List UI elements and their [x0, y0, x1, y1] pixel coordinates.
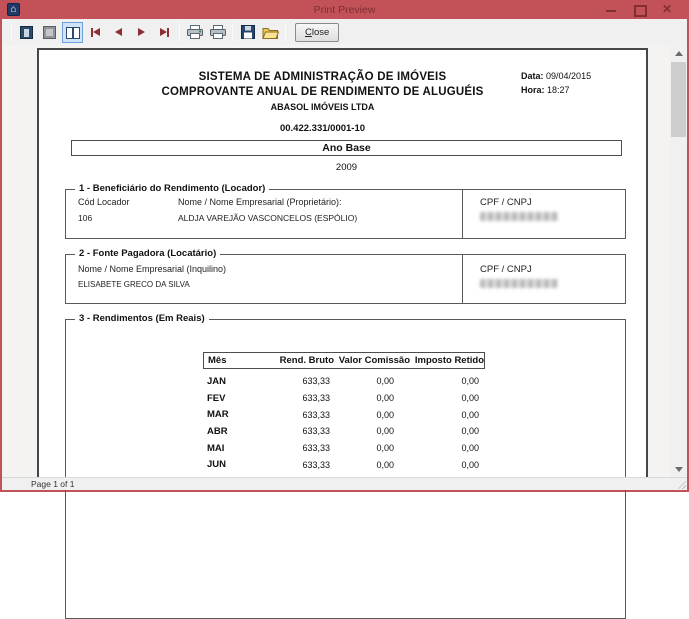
month-cell: MAR [207, 409, 229, 421]
col-header-valor-comissao: Valor Comissão [338, 355, 410, 366]
minimize-button[interactable] [605, 4, 617, 15]
save-button[interactable] [237, 22, 258, 43]
vertical-scrollbar[interactable] [670, 45, 687, 477]
value-cell: 633,33 [302, 443, 330, 454]
value-cell: 633,33 [302, 459, 330, 470]
toolbar [2, 19, 687, 45]
previous-page-button[interactable] [108, 22, 129, 43]
scrollbar-thumb[interactable] [671, 62, 686, 137]
cpf-cnpj-redacted-value-1 [480, 212, 558, 221]
toolbar-separator [11, 23, 12, 41]
section-beneficiario [65, 183, 626, 239]
value-cell: 0,00 [461, 443, 479, 454]
house-icon: ⌂ [7, 3, 20, 16]
month-cell: JUN [207, 459, 227, 471]
value-cell: 0,00 [376, 426, 394, 437]
value-cell: 0,00 [461, 393, 479, 404]
zoom-page-width-button[interactable] [62, 22, 83, 43]
open-button[interactable] [260, 22, 281, 43]
window-close-button[interactable]: ✕ [661, 2, 673, 16]
folder-icon [262, 26, 279, 39]
first-page-button[interactable] [85, 22, 106, 43]
time-value: 18:27 [547, 85, 570, 95]
section1-divider [462, 190, 463, 238]
value-cell: 0,00 [376, 376, 394, 387]
next-page-icon [138, 28, 145, 36]
last-page-icon [160, 28, 169, 37]
zoom-page-width-icon [66, 26, 79, 39]
cpf-cnpj-label-2: CPF / CNPJ [480, 264, 532, 275]
report-time [521, 85, 570, 95]
toolbar-separator [232, 23, 233, 41]
scroll-down-button[interactable] [670, 461, 687, 477]
section-fonte-pagadora [65, 248, 626, 304]
table-row [203, 390, 485, 407]
date-label: Data: [521, 71, 544, 81]
section1-title: 1 - Beneficiário do Rendimento (Locador) [75, 183, 269, 194]
nome-proprietario-value: ALDJA VAREJÃO VASCONCELOS (ESPÓLIO) [178, 213, 358, 223]
cpf-cnpj-redacted-value-2 [480, 279, 558, 288]
section2-divider [462, 255, 463, 303]
month-cell: ABR [207, 425, 228, 437]
printer-icon [210, 25, 226, 39]
section3-title: 3 - Rendimentos (Em Reais) [75, 313, 209, 324]
cod-locador-label: Cód Locador [78, 197, 130, 207]
value-cell: 0,00 [461, 459, 479, 470]
month-cell: FEV [207, 392, 226, 404]
time-label: Hora: [521, 85, 545, 95]
resize-grip[interactable] [676, 479, 686, 489]
ano-base-box: Ano Base [71, 140, 622, 156]
preview-area [2, 45, 687, 477]
value-cell: 0,00 [376, 393, 394, 404]
company-cnpj: 00.422.331/0001-10 [279, 123, 366, 134]
zoom-100-button[interactable] [39, 22, 60, 43]
table-header-row [203, 352, 485, 369]
toolbar-separator [285, 23, 286, 41]
value-cell: 0,00 [376, 409, 394, 420]
value-cell: 633,33 [302, 426, 330, 437]
value-cell: 0,00 [461, 409, 479, 420]
value-cell: 633,33 [302, 393, 330, 404]
nome-inquilino-value: ELISABETE GRECO DA SILVA [78, 280, 190, 289]
value-cell: 0,00 [461, 426, 479, 437]
report-date [521, 71, 591, 81]
cpf-cnpj-label-1: CPF / CNPJ [480, 197, 532, 208]
chevron-up-icon [675, 51, 683, 56]
company-name: ABASOL IMÓVEIS LTDA [270, 102, 375, 112]
value-cell: 0,00 [461, 376, 479, 387]
table-row [203, 406, 485, 423]
table-row [203, 440, 485, 457]
document-page [37, 48, 648, 477]
scroll-up-button[interactable] [670, 45, 687, 61]
value-cell: 0,00 [376, 443, 394, 454]
report-title-line1: SISTEMA DE ADMINISTRAÇÃO DE IMÓVEIS [198, 71, 447, 83]
table-row [203, 373, 485, 390]
printer-setup-button[interactable] [184, 22, 205, 43]
value-cell: 633,33 [302, 376, 330, 387]
cod-locador-value: 106 [78, 213, 93, 223]
zoom-100-icon [43, 26, 56, 39]
status-bar [2, 477, 687, 490]
chevron-down-icon [675, 467, 683, 472]
zoom-fit-icon [20, 26, 33, 39]
page-status-text: Page 1 of 1 [31, 479, 75, 489]
nome-inquilino-label: Nome / Nome Empresarial (Inquilino) [78, 264, 227, 274]
window-title: Print Preview [313, 3, 376, 16]
floppy-disk-icon [241, 25, 255, 39]
month-cell: MAI [207, 442, 225, 454]
close-button[interactable]: Close [295, 23, 339, 42]
last-page-button[interactable] [154, 22, 175, 43]
first-page-icon [91, 28, 100, 37]
value-cell: 0,00 [376, 459, 394, 470]
report-title-line2: COMPROVANTE ANUAL DE RENDIMENTO DE ALUGUÉIS [161, 86, 484, 98]
col-header-rend-bruto: Rend. Bruto [279, 355, 334, 366]
next-page-button[interactable] [131, 22, 152, 43]
value-cell: 633,33 [302, 409, 330, 420]
print-button[interactable] [207, 22, 228, 43]
toolbar-separator [179, 23, 180, 41]
col-header-mes: Mês [208, 355, 227, 366]
section2-title: 2 - Fonte Pagadora (Locatário) [75, 248, 220, 259]
title-bar [2, 0, 687, 19]
col-header-imposto-retido: Imposto Retido [414, 355, 484, 366]
previous-page-icon [115, 28, 122, 36]
rendimentos-table [203, 352, 485, 490]
maximize-button[interactable] [633, 4, 645, 15]
ano-base-value: 2009 [335, 162, 358, 173]
table-row [203, 423, 485, 440]
nome-proprietario-label: Nome / Nome Empresarial (Proprietário): [178, 197, 342, 207]
month-cell: JAN [207, 375, 227, 387]
table-row [203, 456, 485, 473]
table-body [203, 373, 485, 490]
printer-setup-icon [187, 25, 203, 39]
date-value: 09/04/2015 [546, 71, 592, 81]
zoom-fit-button[interactable] [16, 22, 37, 43]
